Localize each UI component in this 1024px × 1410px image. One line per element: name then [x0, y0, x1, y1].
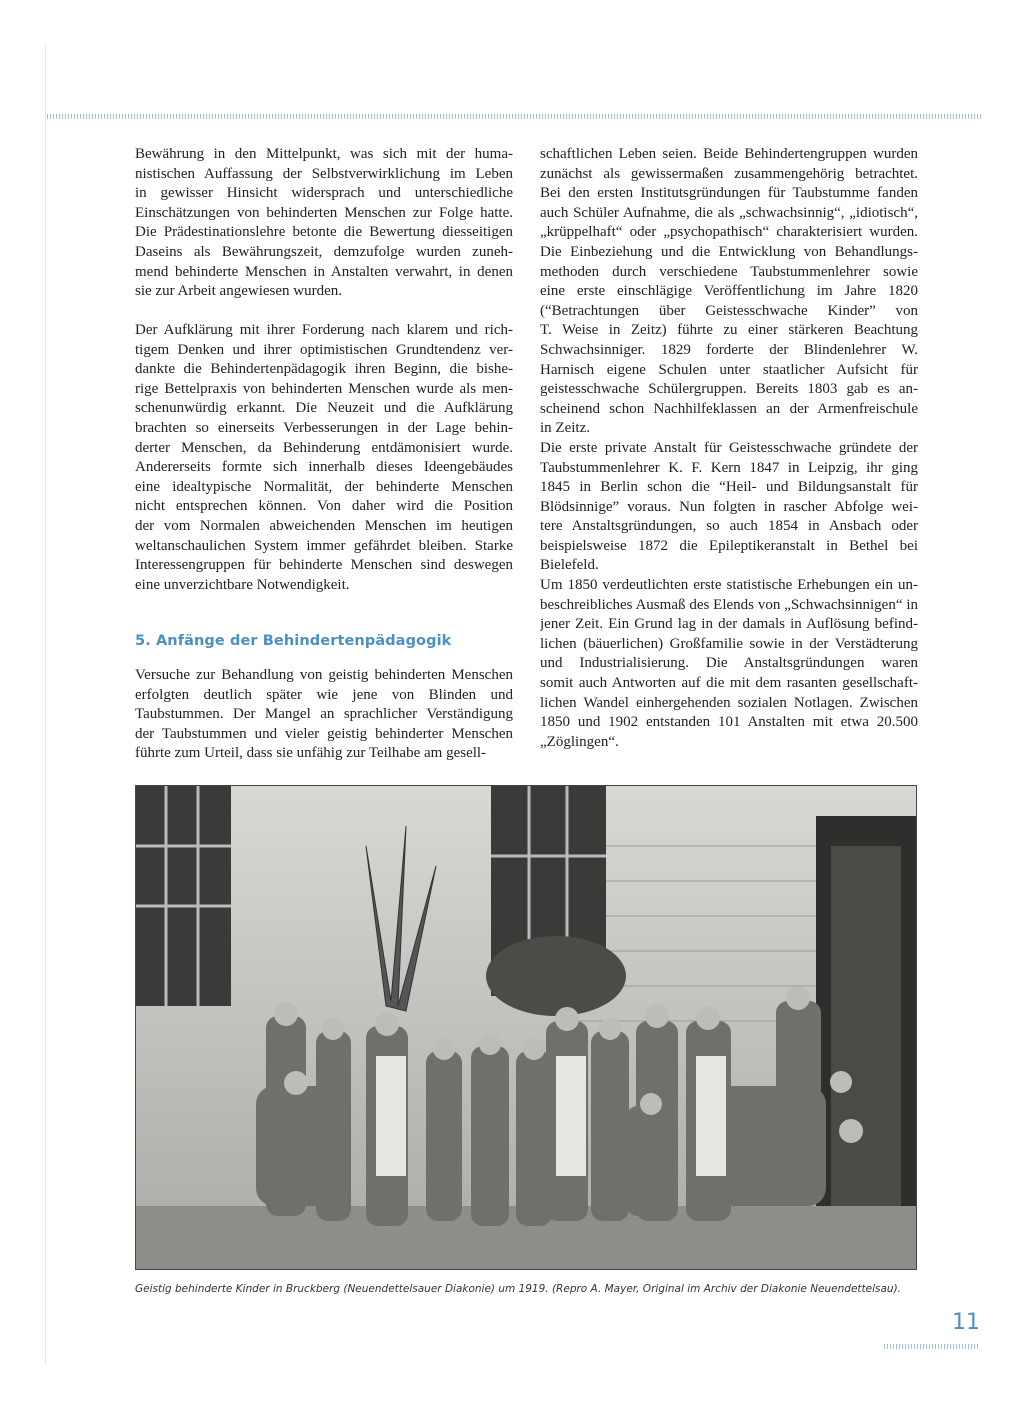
text-line: Harnisch eigene Schulen unter staatlicher Aufsicht für: [540, 361, 918, 378]
left-column-paragraph-1: [135, 145, 513, 302]
text-line: Blödsinnige” voraus. Nun folgten in rascher Abfolge wei-: [540, 498, 918, 515]
text-line: Interessengruppen für behinderte Menschen sind deswegen: [135, 557, 513, 574]
left-column-paragraph-2: [135, 321, 513, 595]
top-dotted-rule: [47, 114, 981, 119]
text-line: Die Prädestinationslehre betonte die Bewertung diesseitigen: [135, 224, 513, 241]
text-line: eine idealtypische Normalität, der behinderte Menschen: [135, 478, 513, 495]
text-line: Der Aufklärung mit ihrer Forderung nach klarem und rich-: [135, 322, 513, 338]
text-line: Versuche zur Behandlung von geistig behinderten Menschen: [135, 667, 513, 683]
page-number: 11: [952, 1310, 980, 1335]
text-line: derter Menschen, da Behinderung entdämonisiert wurde.: [135, 439, 513, 456]
text-line: eine erste einschlägige Veröffentlichung im Jahre 1820: [540, 283, 918, 300]
text-line: Bielefeld.: [540, 557, 599, 574]
text-line: Die Einbeziehung und die Entwicklung von Behandlungs-: [540, 243, 918, 260]
text-line: der vom Normalen abweichenden Menschen im heutigen: [135, 517, 513, 534]
text-line: Um 1850 verdeutlichten erste statistische Erhebungen ein un-: [540, 577, 918, 594]
text-line: methoden durch verschiedene Taubstummenlehrer sowie: [540, 263, 918, 280]
text-line: Daseins als Bewährungszeit, demzufolge wurden zuneh-: [135, 243, 513, 260]
text-line: tere Anstaltsgründungen, so auch 1854 in Ansbach oder: [540, 518, 918, 535]
text-line: „Zöglingen“.: [540, 733, 619, 750]
text-line: Taubstummenlehrer K. F. Kern 1847 in Leipzig, ihr ging: [540, 459, 918, 476]
text-line: T. Weise in Zeitz) führte zu einer stärkeren Beachtung: [540, 322, 918, 339]
photo-caption: Geistig behinderte Kinder in Bruckberg (Neuendettelsauer Diakonie) um 1919. (Repro A. Mayer, Original im Archiv der Diakonie Neuendettelsau).: [135, 1283, 902, 1295]
historical-group-photo: [135, 785, 917, 1270]
text-line: dankte die Behindertenpädagogik ihren Beginn, die bishe-: [135, 361, 513, 378]
text-line: brachten so einerseits Verbesserungen in der Lage behin-: [135, 419, 513, 436]
text-line: Taubstummen. Der Mangel an sprachlicher Verständigung: [135, 706, 513, 723]
text-line: Die erste private Anstalt für Geistesschwache gründete der: [540, 439, 918, 456]
text-line: lichen (bäuerlichen) Großfamilie sowie in der Verstädterung: [540, 635, 918, 652]
text-line: rige Bettelpraxis von behinderten Menschen wurde als men-: [135, 380, 513, 397]
right-column-text: [540, 145, 918, 752]
text-line: sie zur Arbeit angewiesen wurden.: [135, 283, 343, 300]
text-line: zunächst als gewissermaßen zusammengehörig betrachtet.: [540, 165, 918, 182]
text-line: der Taubstummen und vieler geistig behinderter Menschen: [135, 725, 513, 742]
text-line: in Zeitz.: [540, 420, 590, 437]
text-line: erfolgten deutlich später wie jene von Blinden und: [135, 686, 513, 703]
text-line: schaftlichen Leben seien. Beide Behindertengruppen wurden: [540, 146, 918, 162]
section-paragraph: [135, 666, 513, 764]
text-line: jener Zeit. Ein Grund lag in der damals in Auflösung befind-: [540, 616, 918, 633]
section-heading: 5. Anfänge der Behindertenpädagogik: [135, 633, 452, 649]
text-line: scheinend schon Nachhilfeklassen an der Armenfreischule: [540, 400, 918, 417]
text-line: Schwachsinniger. 1829 forderte der Blindenlehrer W.: [540, 341, 918, 358]
text-line: „krüppelhaft“ oder „psychopathisch“ charakterisiert wurden.: [540, 224, 918, 241]
text-line: Einschätzungen von behinderten Menschen zur Folge hatte.: [135, 204, 513, 221]
text-line: beschreibliches Ausmaß des Elends von „Schwachsinnigen“ in: [540, 596, 918, 613]
text-line: nistischen Auffassung der Selbstverwirklichung im Leben: [135, 165, 513, 182]
text-line: tigem Denken und ihrer optimistischen Grundtendenz ver-: [135, 341, 513, 358]
text-line: in gewisser Hinsicht widersprach und unterschiedliche: [135, 185, 513, 202]
text-line: 1850 und 1902 entstanden 101 Anstalten mit etwa 20.500: [540, 714, 918, 731]
text-line: 1845 in Berlin schon die “Heil- und Bildungsanstalt für: [540, 479, 918, 496]
text-line: nicht entsprechen können. Von daher wird die Position: [135, 498, 513, 515]
text-line: lichen Wandel einhergehenden sozialen Notlagen. Zwischen: [540, 694, 918, 711]
text-line: eine unverzichtbare Notwendigkeit.: [135, 576, 350, 593]
text-line: auch Schüler Aufnahme, die als „schwachsinnig“, „idiotisch“,: [540, 204, 918, 221]
text-line: Andererseits formte sich innerhalb dieses Ideengebäudes: [135, 459, 513, 476]
photo-illustration: [136, 786, 917, 1270]
text-line: geistesschwache Schülergruppen. Bereits 1803 gab es an-: [540, 381, 918, 398]
page-number-rule: [884, 1344, 980, 1349]
text-line: und Industrialisierung. Die Anstaltsgründungen waren: [540, 655, 918, 672]
text-line: weltanschaulichen System immer gefährdet bleiben. Starke: [135, 537, 513, 554]
text-line: Bei den ersten Institutsgründungen für Taubstumme fanden: [540, 185, 918, 202]
text-line: führte zum Urteil, dass sie unfähig zur Teilhabe am gesell-: [135, 745, 487, 762]
text-line: schenunwürdig erkannt. Die Neuzeit und die Aufklärung: [135, 400, 513, 417]
text-line: mend behinderte Menschen in Anstalten verwahrt, in denen: [135, 263, 513, 280]
text-line: beispielsweise 1872 die Epileptikeranstalt in Bethel bei: [540, 537, 918, 554]
text-line: somit auch Antworten auf die mit dem rasanten gesellschaft-: [540, 675, 918, 692]
text-line: Bewährung in den Mittelpunkt, was sich mit der huma-: [135, 146, 513, 162]
text-line: (“Betrachtungen über Geistesschwache Kinder” von: [540, 302, 918, 319]
margin-rule: [45, 45, 46, 1365]
